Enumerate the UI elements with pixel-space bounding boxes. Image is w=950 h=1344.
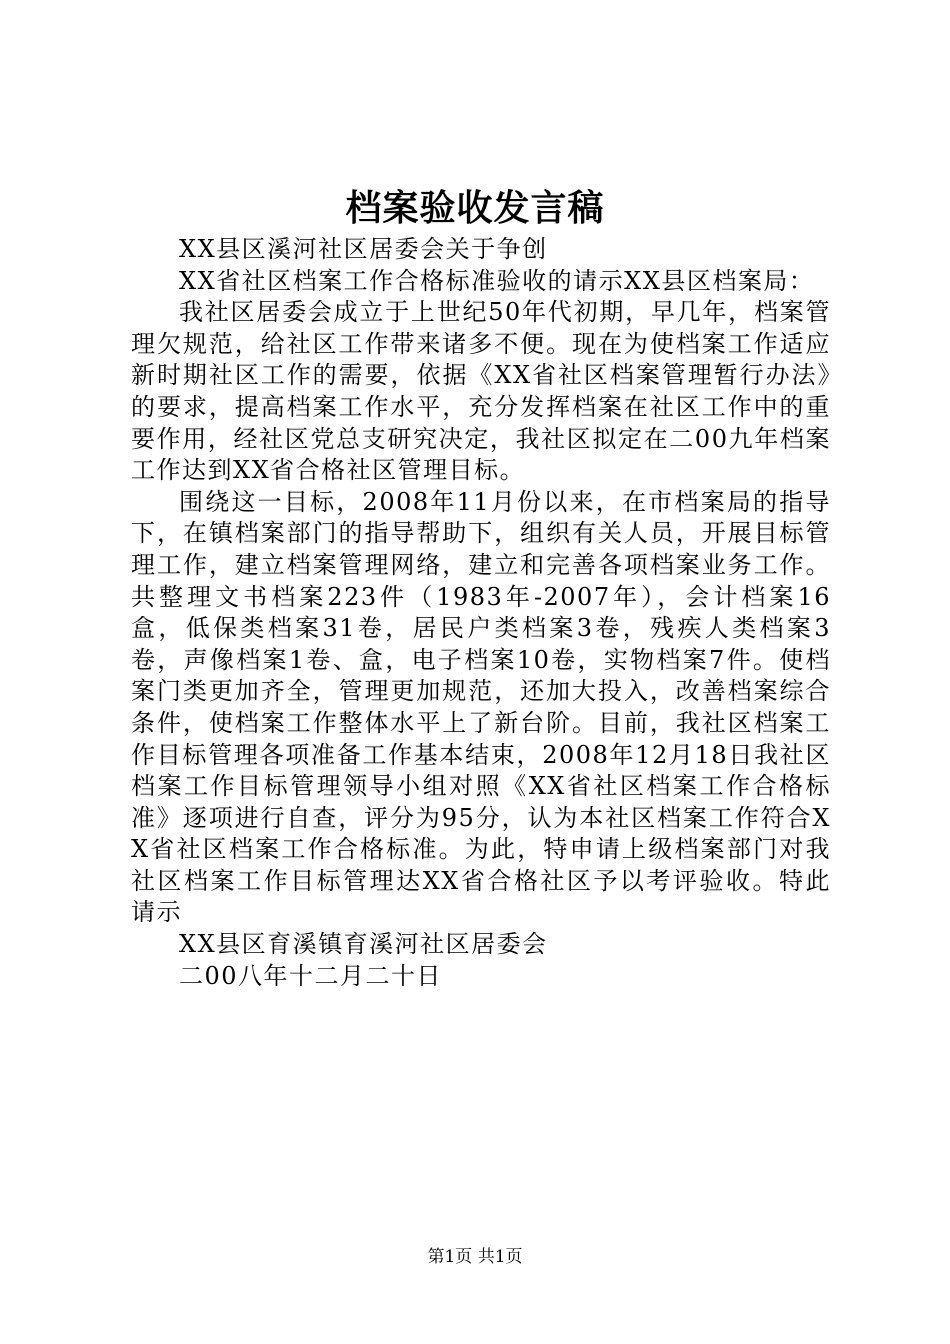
paragraph-progress: 围绕这一目标，2008年11月份以来，在市档案局的指导下，在镇档案部门的指导帮助下，组织有关人员，开展目标管理工作，建立档案管理网络，建立和完善各项档案业务工作。共整理文书档案223件（1983年-2007年），会计档案16盒，低保类档案31卷，居民户类档案3卷，残疾人类档案3卷，声像档案1卷、盒，电子档案10卷，实物档案7件。使档案门类更加齐全，管理更加规范，还加大投入，改善档案综合条件，使档案工作整体水平上了新台阶。目前，我社区档案工作目标管理各项准备工作基本结束，2008年12月18日我社区档案工作目标管理领导小组对照《XX省社区档案工作合格标准》逐项进行自查，评分为95分，认为本社区档案工作符合XX省社区档案工作合格标准。为此，特申请上级档案部门对我社区档案工作目标管理达XX省合格社区予以考评验收。特此请示: [131, 487, 831, 927]
paragraph-background: 我社区居委会成立于上世纪50年代初期，早几年，档案管理欠规范，给社区工作带来诸多不便。现在为使档案工作适应新时期社区工作的需要，依据《XX省社区档案管理暂行办法》的要求，提高档案工作水平，充分发挥档案在社区工作中的重要作用，经社区党总支研究决定，我社区拟定在二00九年档案工作达到XX省合格社区管理目标。: [131, 298, 831, 485]
paragraph-date: 二00八年十二月二十日: [179, 961, 443, 990]
paragraph-heading-line-1: XX县区溪河社区居委会关于争创: [179, 235, 548, 263]
paragraph-signature: XX县区育溪镇育溪河社区居委会: [179, 930, 548, 959]
document-body: [131, 234, 831, 992]
paragraph-heading-line-2: XX省社区档案工作合格标准验收的请示XX县区档案局：: [179, 266, 815, 295]
page-footer: 第1页 共1页: [427, 1247, 523, 1267]
document-title: 档案验收发言稿: [345, 187, 605, 229]
